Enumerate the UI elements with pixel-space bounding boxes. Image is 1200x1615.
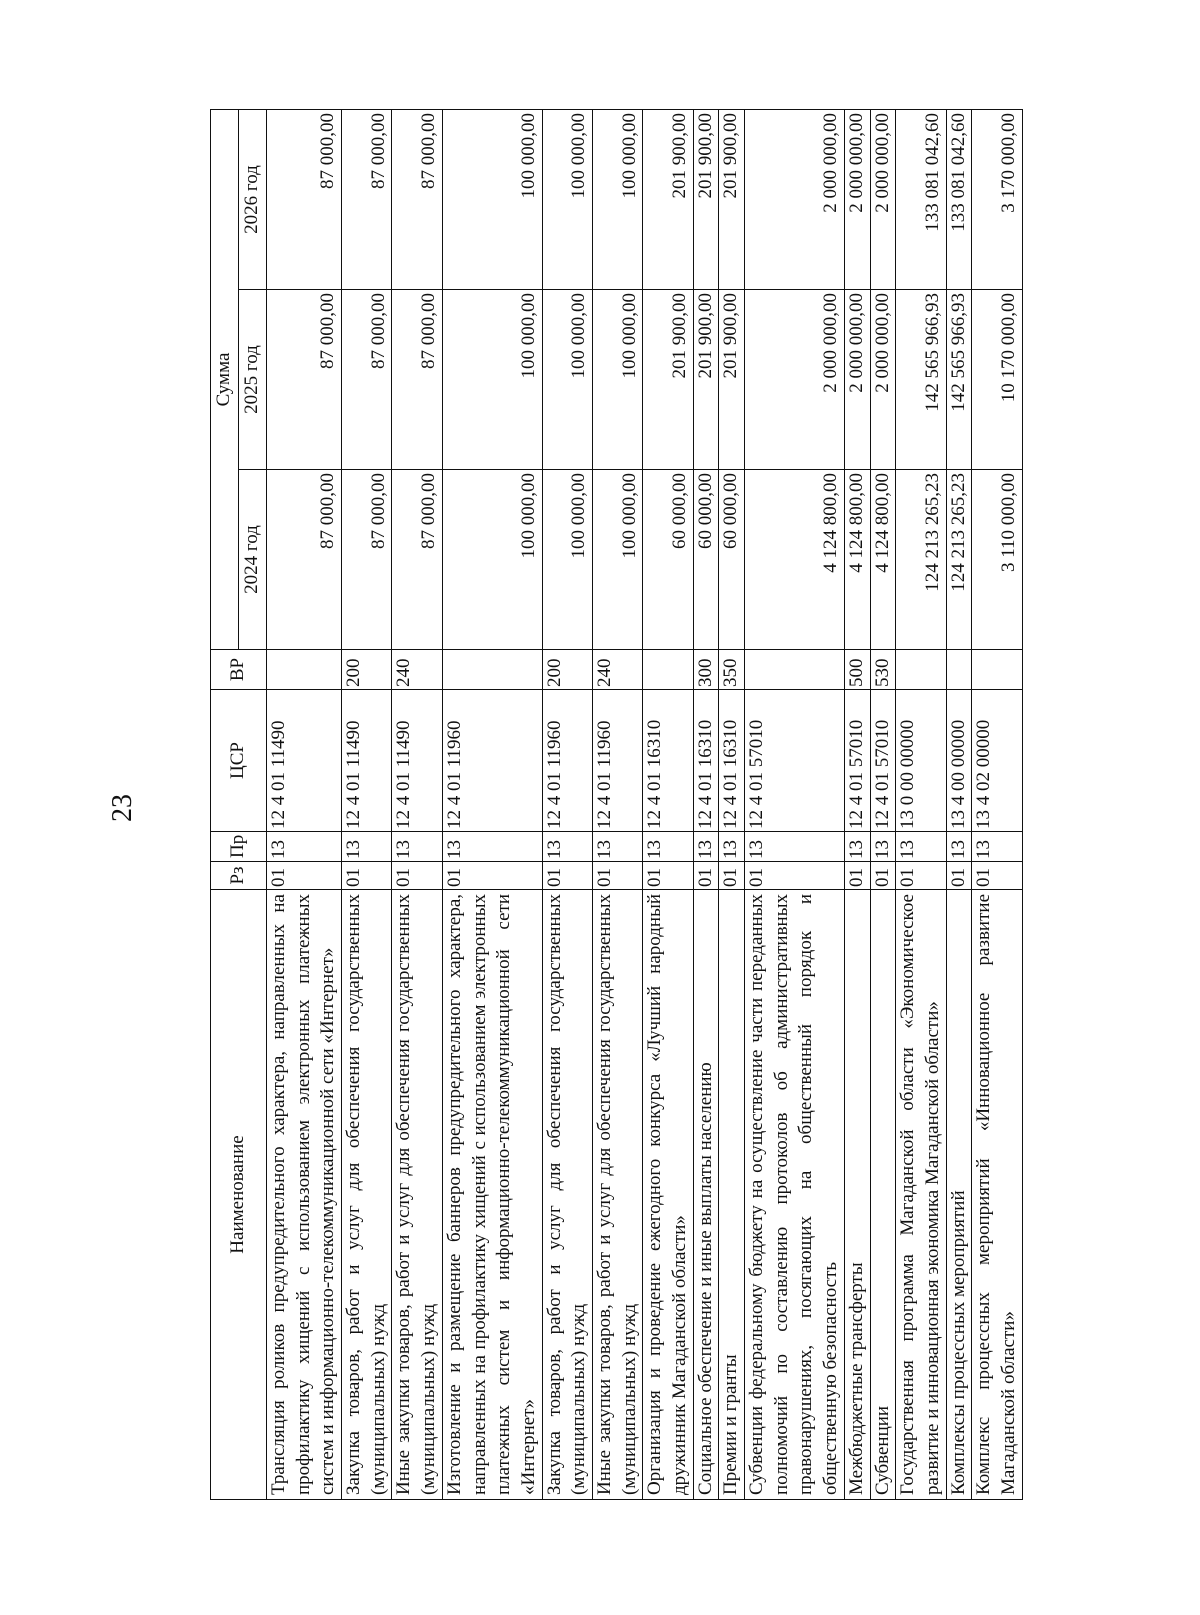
row-name: Изготовление и размещение баннеров предупредительного характера, направленных на профилактику хищений с использованием электронных платежных систем и информационно-телекоммуникационной сети «Интернет» — [442, 890, 542, 1500]
row-vr: 240 — [392, 650, 442, 690]
row-amount-2024: 100 000,00 — [592, 470, 642, 650]
row-amount-2024: 87 000,00 — [392, 470, 442, 650]
row-pr: 13 — [267, 832, 342, 862]
row-rz: 01 — [592, 862, 642, 890]
row-amount-2026: 100 000,00 — [442, 109, 542, 289]
table-row — [542, 109, 592, 1499]
header-pr: Пр — [211, 832, 267, 862]
row-csr: 12 4 01 16310 — [693, 690, 719, 832]
row-amount-2025: 2 000 000,00 — [870, 290, 896, 470]
header-name: Наименование — [211, 890, 267, 1500]
row-amount-2024: 100 000,00 — [542, 470, 592, 650]
row-rz: 01 — [342, 862, 392, 890]
row-amount-2026: 87 000,00 — [392, 109, 442, 289]
row-amount-2025: 201 900,00 — [643, 290, 693, 470]
row-amount-2026: 100 000,00 — [592, 109, 642, 289]
row-pr: 13 — [946, 832, 972, 862]
row-name: Субвенции — [870, 890, 896, 1500]
row-amount-2024: 60 000,00 — [693, 470, 719, 650]
row-amount-2026: 3 170 000,00 — [972, 109, 1022, 289]
row-pr: 13 — [542, 832, 592, 862]
row-rz: 01 — [267, 862, 342, 890]
row-pr: 13 — [896, 832, 946, 862]
row-amount-2026: 87 000,00 — [342, 109, 392, 289]
row-csr: 12 4 01 11960 — [442, 690, 542, 832]
row-pr: 13 — [719, 832, 745, 862]
row-vr: 500 — [844, 650, 870, 690]
row-amount-2025: 142 565 966,93 — [896, 290, 946, 470]
row-csr: 13 4 00 00000 — [946, 690, 972, 832]
row-name: Иные закупки товаров, работ и услуг для обеспечения государственных (муниципальных) нужд — [392, 890, 442, 1500]
row-amount-2025: 201 900,00 — [693, 290, 719, 470]
row-amount-2025: 87 000,00 — [267, 290, 342, 470]
row-amount-2026: 2 000 000,00 — [844, 109, 870, 289]
row-amount-2024: 3 110 000,00 — [972, 470, 1022, 650]
row-vr — [745, 650, 845, 690]
row-amount-2026: 201 900,00 — [719, 109, 745, 289]
row-amount-2025: 10 170 000,00 — [972, 290, 1022, 470]
row-csr: 12 4 01 16310 — [643, 690, 693, 832]
row-csr: 12 4 01 57010 — [870, 690, 896, 832]
header-rz: Рз — [211, 862, 267, 890]
table-row — [442, 109, 542, 1499]
row-pr: 13 — [870, 832, 896, 862]
row-name: Межбюджетные трансферты — [844, 890, 870, 1500]
row-rz: 01 — [719, 862, 745, 890]
row-rz: 01 — [896, 862, 946, 890]
row-vr — [267, 650, 342, 690]
row-amount-2025: 100 000,00 — [442, 290, 542, 470]
table-row — [392, 109, 442, 1499]
row-vr — [442, 650, 542, 690]
row-name: Премии и гранты — [719, 890, 745, 1500]
row-amount-2025: 100 000,00 — [592, 290, 642, 470]
row-rz: 01 — [392, 862, 442, 890]
row-csr: 12 4 01 11490 — [342, 690, 392, 832]
table-row — [342, 109, 392, 1499]
table-body — [267, 109, 1023, 1499]
row-amount-2024: 4 124 800,00 — [745, 470, 845, 650]
header-2026: 2026 год — [239, 109, 267, 289]
row-vr: 350 — [719, 650, 745, 690]
table-row — [870, 109, 896, 1499]
row-amount-2024: 4 124 800,00 — [870, 470, 896, 650]
rotated-table-container — [210, 110, 1019, 1500]
row-amount-2025: 87 000,00 — [342, 290, 392, 470]
row-amount-2025: 142 565 966,93 — [946, 290, 972, 470]
row-amount-2024: 60 000,00 — [643, 470, 693, 650]
row-name: Социальное обеспечение и иные выплаты населению — [693, 890, 719, 1500]
table-row — [896, 109, 946, 1499]
header-csr: ЦСР — [211, 690, 267, 832]
row-vr — [972, 650, 1022, 690]
table-row — [844, 109, 870, 1499]
row-name: Комплекс процессных мероприятий «Инновационное развитие Магаданской области» — [972, 890, 1022, 1500]
header-2024: 2024 год — [239, 470, 267, 650]
row-pr: 13 — [643, 832, 693, 862]
table-row — [267, 109, 342, 1499]
row-csr: 12 4 01 16310 — [719, 690, 745, 832]
row-amount-2026: 201 900,00 — [693, 109, 719, 289]
row-amount-2025: 2 000 000,00 — [745, 290, 845, 470]
row-name: Трансляция роликов предупредительного характера, направленных на профилактику хищений с использованием электронных платежных систем и информационно-телекоммуникационной сети «Интернет» — [267, 890, 342, 1500]
row-csr: 12 4 01 11490 — [267, 690, 342, 832]
page-number: 23 — [107, 794, 138, 822]
row-rz: 01 — [542, 862, 592, 890]
row-vr: 530 — [870, 650, 896, 690]
header-sum: Сумма — [211, 109, 239, 649]
row-rz: 01 — [745, 862, 845, 890]
row-pr: 13 — [844, 832, 870, 862]
row-name: Закупка товаров, работ и услуг для обеспечения государственных (муниципальных) нужд — [542, 890, 592, 1500]
row-rz: 01 — [442, 862, 542, 890]
row-rz: 01 — [844, 862, 870, 890]
row-name: Комплексы процессных мероприятий — [946, 890, 972, 1500]
row-csr: 12 4 01 11960 — [542, 690, 592, 832]
row-amount-2026: 87 000,00 — [267, 109, 342, 289]
row-amount-2024: 124 213 265,23 — [946, 470, 972, 650]
row-csr: 12 4 01 57010 — [844, 690, 870, 832]
row-rz: 01 — [946, 862, 972, 890]
row-rz: 01 — [693, 862, 719, 890]
table-row — [972, 109, 1022, 1499]
row-amount-2024: 124 213 265,23 — [896, 470, 946, 650]
row-vr — [896, 650, 946, 690]
row-csr: 12 4 01 11490 — [392, 690, 442, 832]
row-name: Иные закупки товаров, работ и услуг для обеспечения государственных (муниципальных) нужд — [592, 890, 642, 1500]
table-row — [693, 109, 719, 1499]
row-pr: 13 — [745, 832, 845, 862]
row-rz: 01 — [870, 862, 896, 890]
row-csr: 12 4 01 57010 — [745, 690, 845, 832]
row-vr — [643, 650, 693, 690]
row-amount-2024: 87 000,00 — [342, 470, 392, 650]
row-amount-2024: 87 000,00 — [267, 470, 342, 650]
row-vr: 200 — [542, 650, 592, 690]
row-pr: 13 — [972, 832, 1022, 862]
table-row — [719, 109, 745, 1499]
row-name: Субвенции федеральному бюджету на осуществление части переданных полномочий по составлению протоколов об административных правонарушениях, посягающих на общественный порядок и общественную безопасность — [745, 890, 845, 1500]
row-amount-2024: 100 000,00 — [442, 470, 542, 650]
row-amount-2026: 2 000 000,00 — [745, 109, 845, 289]
header-vr: ВР — [211, 650, 267, 690]
row-rz: 01 — [643, 862, 693, 890]
row-csr: 13 0 00 00000 — [896, 690, 946, 832]
row-amount-2025: 100 000,00 — [542, 290, 592, 470]
table-row — [745, 109, 845, 1499]
row-csr: 13 4 02 00000 — [972, 690, 1022, 832]
row-amount-2026: 133 081 042,60 — [896, 109, 946, 289]
budget-table — [210, 109, 1023, 1500]
row-rz: 01 — [972, 862, 1022, 890]
row-name: Государственная программа Магаданской области «Экономическое развитие и инновационная экономика Магаданской области» — [896, 890, 946, 1500]
row-vr — [946, 650, 972, 690]
row-vr: 200 — [342, 650, 392, 690]
row-name: Закупка товаров, работ и услуг для обеспечения государственных (муниципальных) нужд — [342, 890, 392, 1500]
row-amount-2025: 87 000,00 — [392, 290, 442, 470]
row-amount-2026: 201 900,00 — [643, 109, 693, 289]
header-2025: 2025 год — [239, 290, 267, 470]
row-amount-2026: 100 000,00 — [542, 109, 592, 289]
row-vr: 300 — [693, 650, 719, 690]
row-name: Организация и проведение ежегодного конкурса «Лучший народный дружинник Магаданской области» — [643, 890, 693, 1500]
row-amount-2026: 133 081 042,60 — [946, 109, 972, 289]
row-pr: 13 — [342, 832, 392, 862]
row-amount-2024: 60 000,00 — [719, 470, 745, 650]
row-amount-2025: 201 900,00 — [719, 290, 745, 470]
table-row — [643, 109, 693, 1499]
row-csr: 12 4 01 11960 — [592, 690, 642, 832]
row-amount-2025: 2 000 000,00 — [844, 290, 870, 470]
row-pr: 13 — [592, 832, 642, 862]
table-row — [592, 109, 642, 1499]
row-pr: 13 — [392, 832, 442, 862]
table-row — [946, 109, 972, 1499]
row-pr: 13 — [693, 832, 719, 862]
row-amount-2026: 2 000 000,00 — [870, 109, 896, 289]
row-pr: 13 — [442, 832, 542, 862]
row-amount-2024: 4 124 800,00 — [844, 470, 870, 650]
row-vr: 240 — [592, 650, 642, 690]
